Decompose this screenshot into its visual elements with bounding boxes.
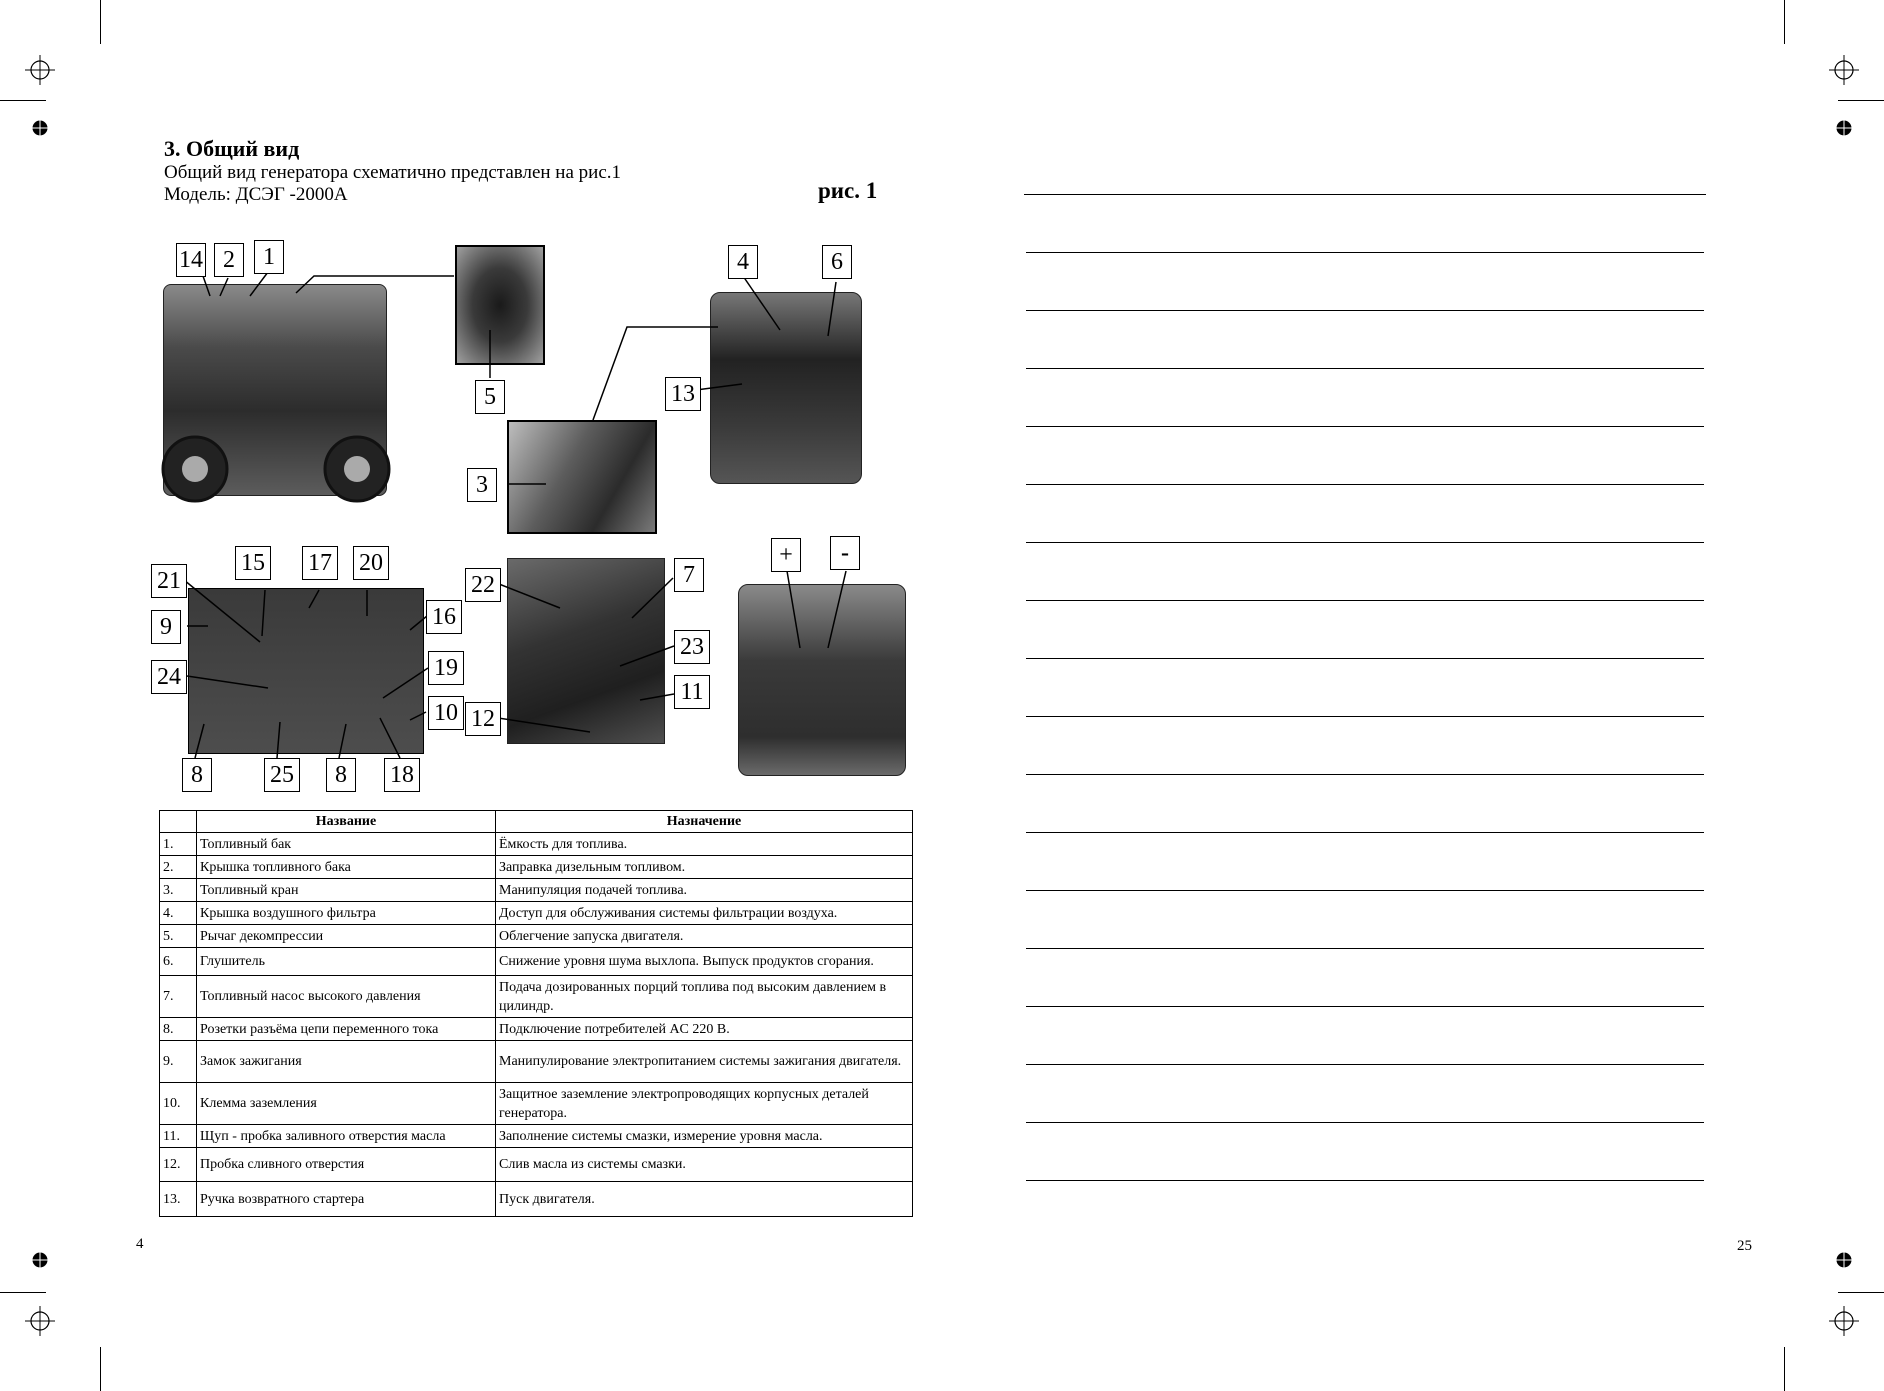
note-line bbox=[1026, 948, 1704, 949]
callout-21: 21 bbox=[151, 564, 187, 598]
note-line bbox=[1026, 1064, 1704, 1065]
table-cell-name: Рычаг декомпрессии bbox=[197, 925, 496, 948]
callout-plus: + bbox=[771, 538, 801, 572]
table-header-name: Название bbox=[197, 811, 496, 833]
table-cell-name: Глушитель bbox=[197, 948, 496, 976]
note-line bbox=[1026, 1180, 1704, 1181]
note-line bbox=[1026, 658, 1704, 659]
callout-3: 3 bbox=[467, 468, 497, 502]
callout-20: 20 bbox=[353, 546, 389, 580]
callout-5: 5 bbox=[475, 380, 505, 414]
table-row bbox=[160, 1083, 913, 1125]
table-row bbox=[160, 1148, 913, 1182]
table-cell-num: 7. bbox=[160, 976, 197, 1018]
callout-8: 8 bbox=[182, 758, 212, 792]
callout-15: 15 bbox=[235, 546, 271, 580]
callout-22: 22 bbox=[465, 568, 501, 602]
callout-23: 23 bbox=[674, 630, 710, 664]
page-number-right: 25 bbox=[1737, 1238, 1752, 1254]
table-cell-purpose: Манипулирование электропитанием системы зажигания двигателя. bbox=[496, 1041, 913, 1083]
note-line bbox=[1026, 484, 1704, 485]
table-cell-name: Крышка воздушного фильтра bbox=[197, 902, 496, 925]
table-cell-num: 6. bbox=[160, 948, 197, 976]
table-row bbox=[160, 1125, 913, 1148]
callout-7: 7 bbox=[674, 558, 704, 592]
callout-13: 13 bbox=[665, 377, 701, 411]
figure-label: рис. 1 bbox=[818, 178, 878, 203]
crop-mark bbox=[100, 1347, 101, 1391]
table-row bbox=[160, 948, 913, 976]
callout-6: 6 bbox=[822, 245, 852, 279]
registration-mark-icon bbox=[1829, 1306, 1859, 1336]
table-cell-num: 5. bbox=[160, 925, 197, 948]
registration-dot-icon bbox=[32, 1252, 48, 1268]
callout-2: 2 bbox=[214, 243, 244, 277]
note-line bbox=[1026, 890, 1704, 891]
callout-25: 25 bbox=[264, 758, 300, 792]
registration-mark-icon bbox=[1829, 55, 1859, 85]
table-row bbox=[160, 925, 913, 948]
table-row bbox=[160, 833, 913, 856]
callout-12: 12 bbox=[465, 702, 501, 736]
table-cell-purpose: Подключение потребителей AC 220 B. bbox=[496, 1018, 913, 1041]
callout-1: 1 bbox=[254, 240, 284, 274]
registration-mark-icon bbox=[25, 1306, 55, 1336]
table-cell-name: Замок зажигания bbox=[197, 1041, 496, 1083]
table-cell-name: Топливный кран bbox=[197, 879, 496, 902]
callout-24: 24 bbox=[151, 660, 187, 694]
table-cell-purpose: Подача дозированных порций топлива под высоким давлением в цилиндр. bbox=[496, 976, 913, 1018]
table-cell-name: Пробка сливного отверстия bbox=[197, 1148, 496, 1182]
registration-dot-icon bbox=[1836, 120, 1852, 136]
crop-mark bbox=[0, 1292, 46, 1293]
table-cell-num: 8. bbox=[160, 1018, 197, 1041]
table-cell-name: Щуп - пробка заливного отверстия масла bbox=[197, 1125, 496, 1148]
note-line bbox=[1026, 716, 1704, 717]
callout-minus: - bbox=[830, 536, 860, 570]
table-cell-num: 3. bbox=[160, 879, 197, 902]
note-line bbox=[1026, 1006, 1704, 1007]
table-cell-purpose: Облегчение запуска двигателя. bbox=[496, 925, 913, 948]
table-cell-purpose: Слив масла из системы смазки. bbox=[496, 1148, 913, 1182]
table-row bbox=[160, 1018, 913, 1041]
callout-4: 4 bbox=[728, 245, 758, 279]
note-line bbox=[1026, 774, 1704, 775]
table-cell-name: Клемма заземления bbox=[197, 1083, 496, 1125]
table-cell-purpose: Доступ для обслуживания системы фильтрации воздуха. bbox=[496, 902, 913, 925]
table-cell-num: 12. bbox=[160, 1148, 197, 1182]
callout-9: 9 bbox=[151, 610, 181, 644]
note-line bbox=[1024, 194, 1706, 195]
page-number-left: 4 bbox=[136, 1236, 144, 1252]
table-cell-name: Крышка топливного бака bbox=[197, 856, 496, 879]
table-cell-purpose: Защитное заземление электропроводящих корпусных деталей генератора. bbox=[496, 1083, 913, 1125]
note-line bbox=[1026, 426, 1704, 427]
table-cell-num: 9. bbox=[160, 1041, 197, 1083]
parts-table bbox=[159, 810, 913, 1217]
table-cell-purpose: Манипуляция подачей топлива. bbox=[496, 879, 913, 902]
leader-lines bbox=[0, 0, 940, 800]
table-cell-num: 2. bbox=[160, 856, 197, 879]
crop-mark bbox=[1838, 1292, 1884, 1293]
table-cell-name: Топливный насос высокого давления bbox=[197, 976, 496, 1018]
registration-dot-icon bbox=[1836, 1252, 1852, 1268]
table-cell-name: Розетки разъёма цепи переменного тока bbox=[197, 1018, 496, 1041]
crop-mark bbox=[1838, 100, 1884, 101]
section-subtitle: Общий вид генератора схематично представлен на рис.1 bbox=[164, 162, 622, 183]
table-cell-num: 11. bbox=[160, 1125, 197, 1148]
callout-10: 10 bbox=[428, 696, 464, 730]
callout-19: 19 bbox=[428, 651, 464, 685]
table-cell-name: Ручка возвратного стартера bbox=[197, 1182, 496, 1217]
note-line bbox=[1026, 368, 1704, 369]
callout-17: 17 bbox=[302, 546, 338, 580]
note-line bbox=[1026, 832, 1704, 833]
table-cell-num: 1. bbox=[160, 833, 197, 856]
section-title: 3. Общий вид bbox=[164, 136, 300, 161]
table-row bbox=[160, 1182, 913, 1217]
crop-mark bbox=[1784, 0, 1785, 44]
table-cell-num: 10. bbox=[160, 1083, 197, 1125]
note-line bbox=[1026, 1122, 1704, 1123]
note-line bbox=[1026, 252, 1704, 253]
note-line bbox=[1026, 310, 1704, 311]
table-cell-num: 13. bbox=[160, 1182, 197, 1217]
table-cell-purpose: Снижение уровня шума выхлопа. Выпуск продуктов сгорания. bbox=[496, 948, 913, 976]
callout-11: 11 bbox=[674, 675, 710, 709]
callout-8: 8 bbox=[326, 758, 356, 792]
callout-14: 14 bbox=[176, 243, 206, 277]
note-line bbox=[1026, 542, 1704, 543]
table-header-row bbox=[160, 811, 913, 833]
table-cell-purpose: Пуск двигателя. bbox=[496, 1182, 913, 1217]
callout-16: 16 bbox=[426, 600, 462, 634]
crop-mark bbox=[1784, 1347, 1785, 1391]
table-header-purpose: Назначение bbox=[496, 811, 913, 833]
table-cell-name: Топливный бак bbox=[197, 833, 496, 856]
table-cell-purpose: Заполнение системы смазки, измерение уровня масла. bbox=[496, 1125, 913, 1148]
table-header-num bbox=[160, 811, 197, 833]
table-cell-num: 4. bbox=[160, 902, 197, 925]
model-label: Модель: ДСЭГ -2000А bbox=[164, 184, 348, 205]
table-row bbox=[160, 1041, 913, 1083]
table-cell-purpose: Заправка дизельным топливом. bbox=[496, 856, 913, 879]
table-row bbox=[160, 902, 913, 925]
table-row bbox=[160, 856, 913, 879]
callout-18: 18 bbox=[384, 758, 420, 792]
note-line bbox=[1026, 600, 1704, 601]
table-row bbox=[160, 879, 913, 902]
table-cell-purpose: Ёмкость для топлива. bbox=[496, 833, 913, 856]
table-row bbox=[160, 976, 913, 1018]
